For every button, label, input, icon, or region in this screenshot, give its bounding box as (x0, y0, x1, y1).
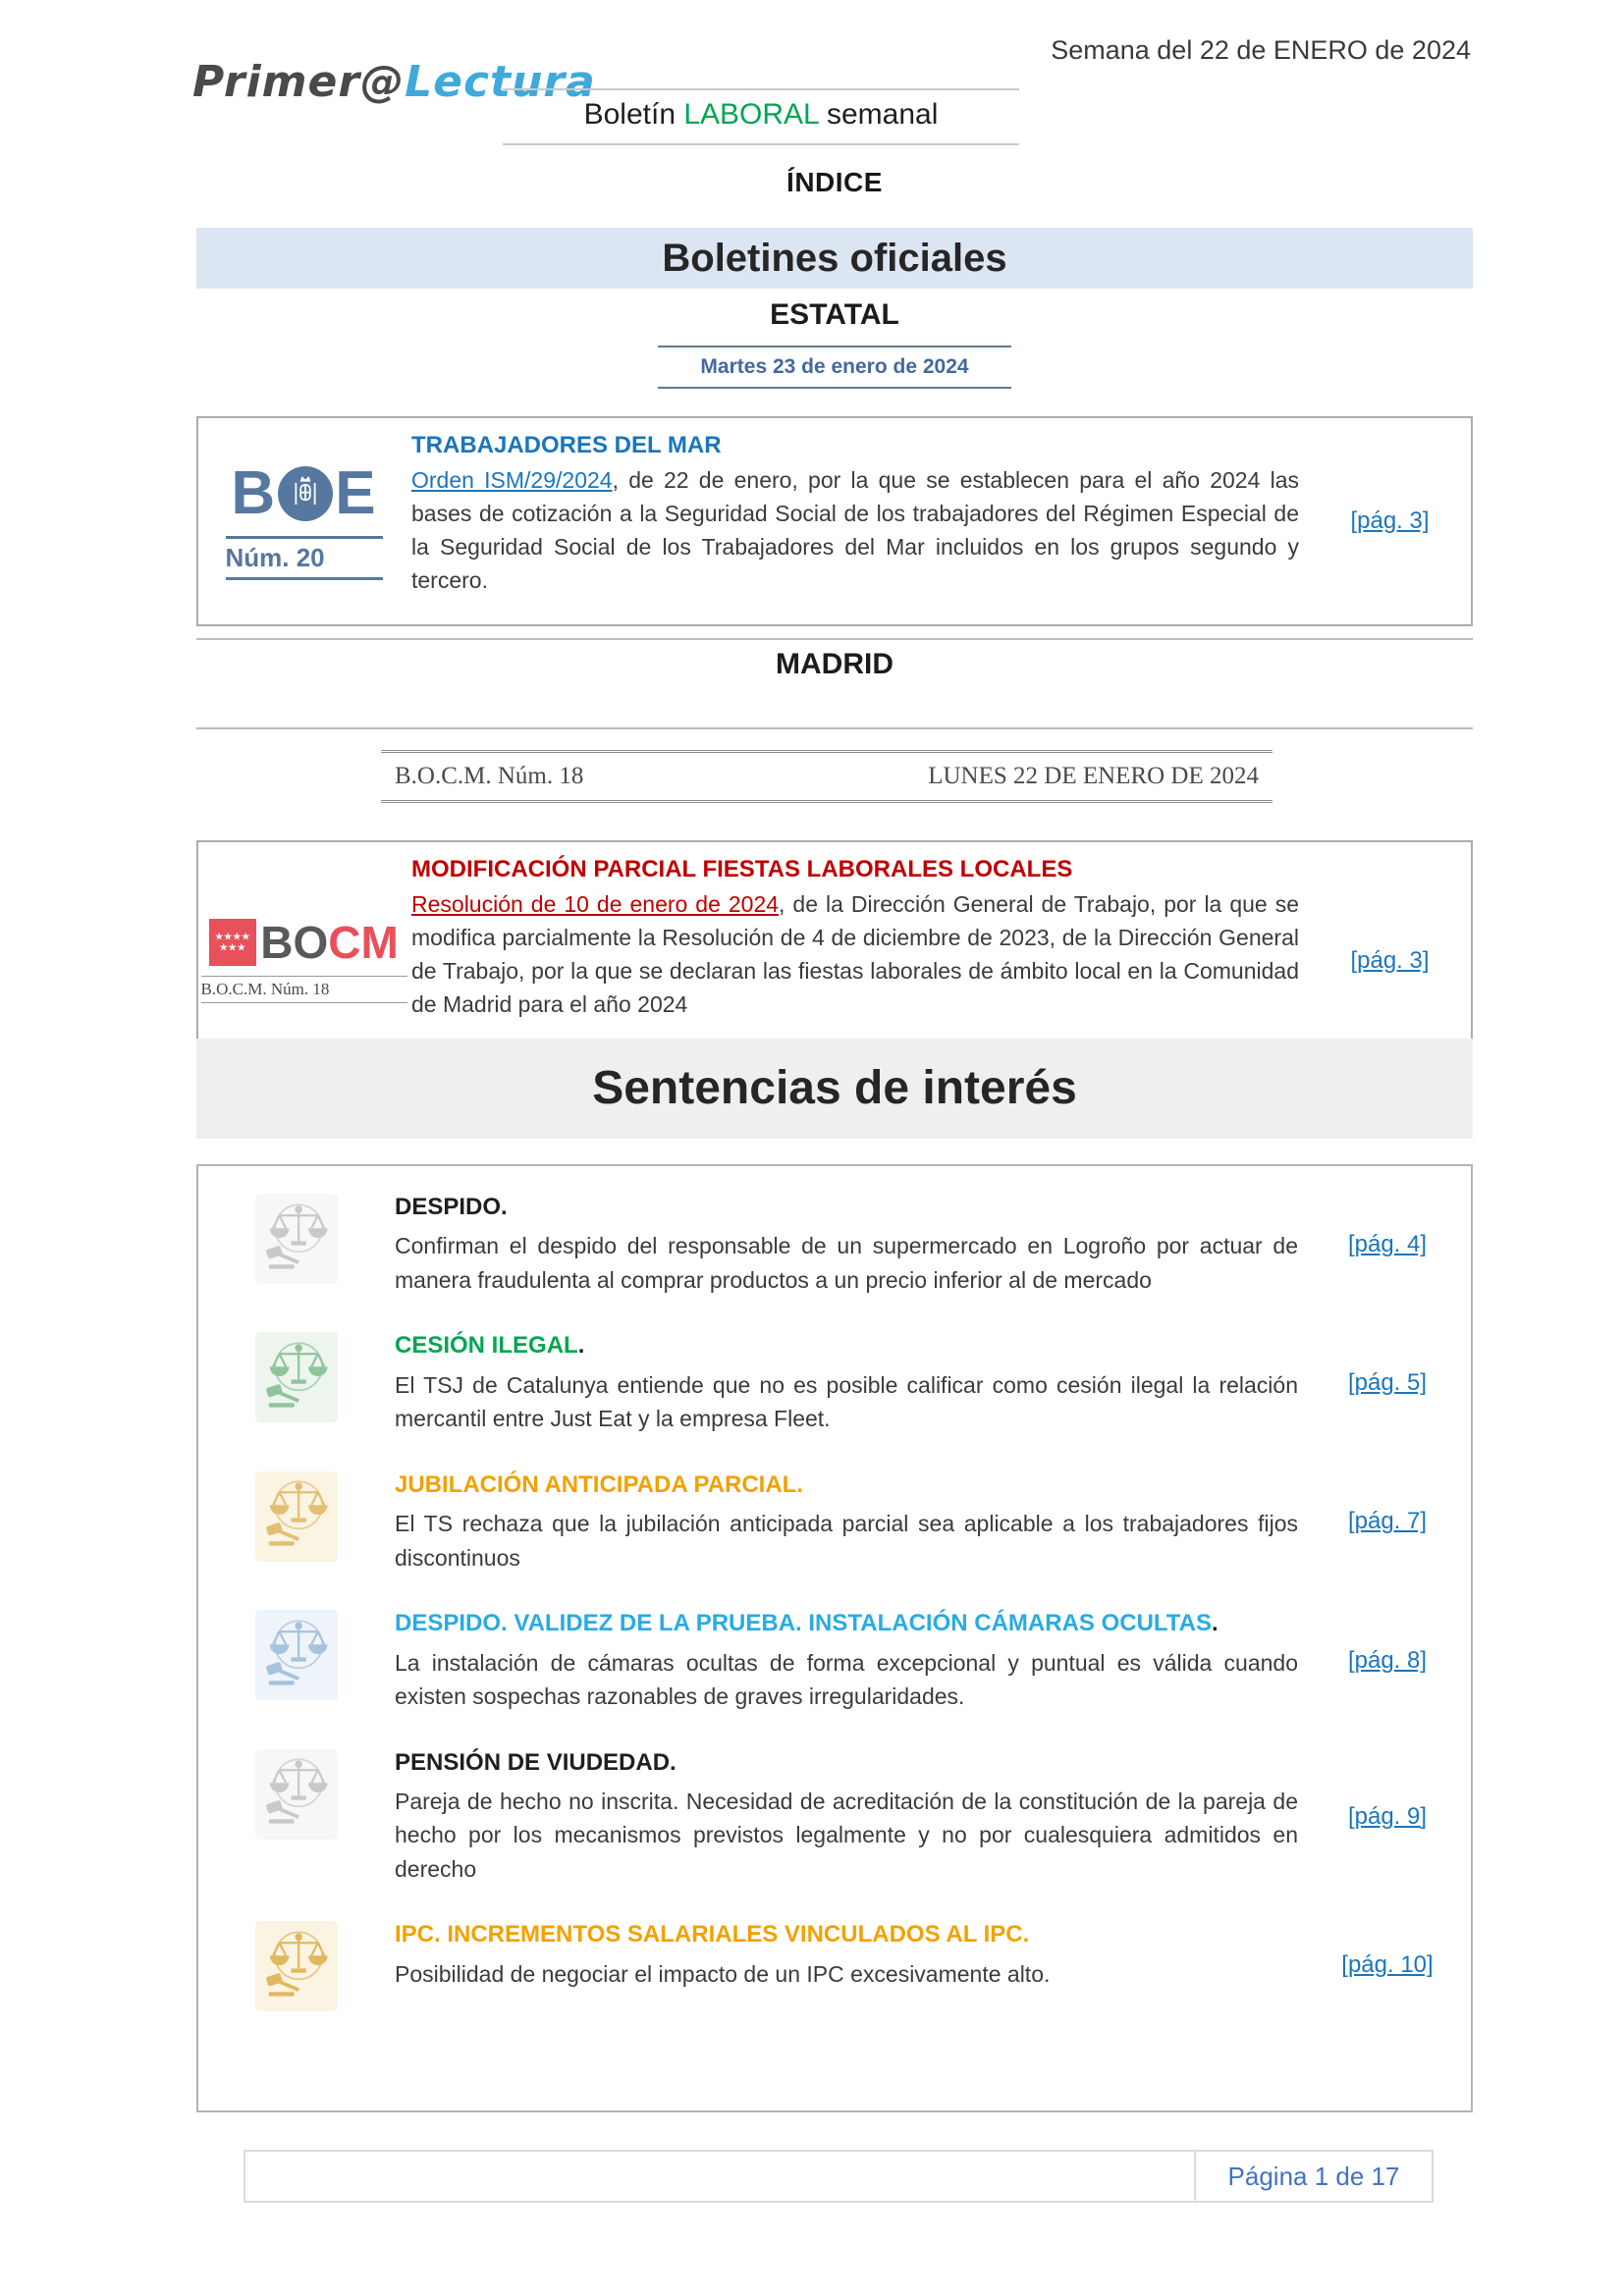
sentencia-icon-cell (198, 1919, 395, 2011)
estatal-date-chip: Martes 23 de enero de 2024 (658, 346, 1011, 389)
masthead-prefix: Boletín (583, 98, 684, 131)
boe-letter-b: B (231, 458, 277, 527)
boe-entry-title: TRABAJADORES DEL MAR (411, 432, 722, 458)
bocm-issue-number: B.O.C.M. Núm. 18 (200, 980, 330, 998)
sentencia-content (395, 1192, 1304, 1297)
scales-gavel-icon (255, 1749, 338, 1840)
scales-gavel-glyph (262, 1617, 331, 1694)
sentencia-title-text: JUBILACIÓN ANTICIPADA PARCIAL. (395, 1470, 803, 1498)
sentencia-title-text: PENSIÓN DE VIUDEDAD. (395, 1748, 677, 1776)
bocm-masthead-bar (381, 750, 1272, 803)
bocm-entry-body-text: , de la Dirección General de Trabajo, por la que se modifica parcialmente la Resolución de 4 de diciembre de 2023, de la Dirección General de Trabajo, por la que se declaran las fiestas laborales de ámbito local en la Comunidad de Madrid para el año 2024 (411, 891, 1299, 1018)
sentencia-title-suffix: . (1212, 1610, 1218, 1637)
boe-wordmark (231, 458, 377, 527)
bocm-bar-date: LUNES 22 DE ENERO DE 2024 (928, 763, 1259, 789)
scales-gavel-glyph (262, 1201, 331, 1278)
sentencia-body: Pareja de hecho no inscrita. Necesidad de acreditación de la constitución de la pareja de hecho por los mecanismos previstos legalmente y no por cualesquiera admitidos en derecho (395, 1788, 1298, 1882)
masthead-highlight: LABORAL (683, 98, 819, 131)
sentencia-page-link-cell (1304, 1469, 1471, 1575)
scales-gavel-icon (255, 1471, 338, 1562)
sentencias-section-banner: Sentencias de interés (196, 1039, 1473, 1139)
bocm-entry-body (411, 887, 1299, 1021)
boe-entry-text (409, 418, 1309, 624)
bocm-wordmark (209, 919, 399, 966)
sentencia-page-link-cell (1304, 1747, 1471, 1887)
footer-spacer (245, 2152, 1194, 2201)
madrid-flag-stars-icon (209, 919, 256, 966)
boe-emblem-icon (278, 466, 333, 521)
sentencia-body: El TS rechaza que la jubilación anticipada parcial sea aplicable a los trabajadores fijos discontinuos (395, 1511, 1298, 1571)
sentencia-icon-cell (198, 1747, 395, 1887)
bocm-page-link[interactable]: [pág. 3] (1350, 947, 1430, 974)
sentencia-content (395, 1469, 1304, 1575)
boe-logo (198, 418, 409, 624)
index-title: ÍNDICE (786, 167, 883, 197)
scales-gavel-glyph (262, 1477, 331, 1555)
sentencia-title-text: DESPIDO. (395, 1194, 508, 1220)
sentencia-title-text: DESPIDO. VALIDEZ DE LA PRUEBA. INSTALACIÓN CÁMARAS OCULTAS (395, 1610, 1213, 1637)
sentencia-row (198, 1469, 1471, 1575)
sentencia-body: Posibilidad de negociar el impacto de un IPC excesivamente alto. (395, 1960, 1051, 1987)
scales-gavel-glyph (262, 1339, 331, 1416)
page-number: Página 1 de 17 (1194, 2152, 1432, 2201)
sentencia-title-text: IPC. INCREMENTOS SALARIALES VINCULADOS AL IPC. (395, 1921, 1030, 1949)
sentencia-title (395, 1330, 1298, 1362)
scales-gavel-glyph (262, 1928, 331, 2005)
week-label: Semana del 22 de ENERO de 2024 (1051, 35, 1471, 65)
sentencia-icon-cell (198, 1330, 395, 1435)
sentencia-content (395, 1330, 1304, 1435)
sentencia-body: La instalación de cámaras ocultas de forma excepcional y puntual es válida cuando existen sospechas razonables de graves irregularidades. (395, 1649, 1298, 1710)
sentencia-page-link-cell (1304, 1608, 1471, 1713)
bocm-letters-cm: CM (328, 917, 399, 968)
sentencia-page-link[interactable]: [pág. 7] (1347, 1508, 1428, 1535)
stars-row-1: ★★★★ (215, 932, 251, 941)
sentencia-title (395, 1747, 1298, 1779)
sentencia-page-link[interactable]: [pág. 4] (1347, 1230, 1428, 1257)
boe-letter-e: E (335, 458, 377, 527)
sentencia-page-link[interactable]: [pág. 10] (1341, 1951, 1434, 1979)
sentencia-page-link[interactable]: [pág. 9] (1347, 1802, 1428, 1830)
boe-entry-body-text: , de 22 de enero, por la que se establecen para el año 2024 las bases de cotización a la Seguridad Social de los trabajadores del Régimen Especial de la Seguridad Social de los Trabajadores del Mar incluidos en los grupos segundo y tercero. (411, 467, 1299, 594)
sentencia-row (198, 1919, 1471, 2011)
sentencia-title (395, 1608, 1298, 1639)
boe-entry-link[interactable]: Orden ISM/29/2024 (411, 467, 613, 493)
masthead-title (503, 88, 1019, 145)
sentencia-page-link-cell (1304, 1919, 1471, 2011)
sentencia-row (198, 1747, 1471, 1887)
sentencia-row (198, 1330, 1471, 1435)
sentencia-title-suffix: . (577, 1332, 585, 1360)
bocm-bar-number: B.O.C.M. Núm. 18 (395, 763, 584, 789)
sentencia-page-link-cell (1304, 1330, 1471, 1435)
logo-part-lectura: Lectura (405, 57, 596, 107)
sentencia-content (395, 1919, 1304, 2011)
sentencia-body: Confirman el despido del responsable de un supermercado en Logroño por actuar de manera fraudulenta al comprar productos a un precio inferior al de mercado (395, 1233, 1298, 1293)
page-footer (244, 2150, 1434, 2203)
sentencia-content (395, 1608, 1304, 1713)
madrid-rule-top (196, 638, 1473, 640)
sentencia-page-link-cell (1304, 1192, 1471, 1297)
bocm-letters-bo: BO (260, 917, 329, 968)
logo-part-primer: Primer@ (192, 57, 406, 107)
sentencia-title (395, 1469, 1298, 1501)
sentencia-icon-cell (198, 1608, 395, 1713)
madrid-rule-bottom (196, 727, 1473, 729)
sentencia-row (198, 1608, 1471, 1713)
boletines-section-banner: Boletines oficiales (196, 228, 1473, 289)
sentencia-title (395, 1919, 1298, 1950)
scales-gavel-icon (255, 1610, 338, 1700)
bocm-logo-rule-bottom (201, 1002, 407, 1003)
boe-page-link[interactable]: [pág. 3] (1350, 507, 1430, 534)
sentencias-list (196, 1164, 1473, 2112)
scales-gavel-icon (255, 1332, 338, 1422)
boe-entry (196, 416, 1473, 626)
boe-logo-rule-bottom (226, 577, 383, 580)
masthead-suffix: semanal (818, 98, 939, 131)
bocm-entry-link[interactable]: Resolución de 10 de enero de 2024 (411, 891, 780, 917)
scales-gavel-icon (255, 1194, 338, 1284)
madrid-heading: MADRID (776, 648, 893, 680)
sentencia-row (198, 1192, 1471, 1297)
scales-gavel-icon (255, 1921, 338, 2011)
sentencia-icon-cell (198, 1192, 395, 1297)
bocm-entry-title: MODIFICACIÓN PARCIAL FIESTAS LABORALES LOCALES (411, 856, 1073, 882)
estatal-heading: ESTATAL (770, 298, 899, 331)
boe-page-link-cell (1309, 418, 1471, 624)
sentencia-page-link[interactable]: [pág. 5] (1347, 1369, 1428, 1397)
boe-issue-number: Núm. 20 (225, 542, 325, 572)
sentencia-icon-cell (198, 1469, 395, 1575)
sentencia-content (395, 1747, 1304, 1887)
stars-row-2: ★★★ (219, 942, 246, 952)
sentencia-body: El TSJ de Catalunya entiende que no es posible calificar como cesión ilegal la relación mercantil entre Just Eat y la empresa Fleet. (395, 1371, 1298, 1432)
sentencia-page-link[interactable]: [pág. 8] (1347, 1646, 1428, 1674)
sentencia-title (395, 1192, 1298, 1223)
sentencia-title-text: CESIÓN ILEGAL (395, 1332, 578, 1360)
scales-gavel-glyph (262, 1755, 331, 1833)
boe-entry-body (411, 463, 1299, 597)
